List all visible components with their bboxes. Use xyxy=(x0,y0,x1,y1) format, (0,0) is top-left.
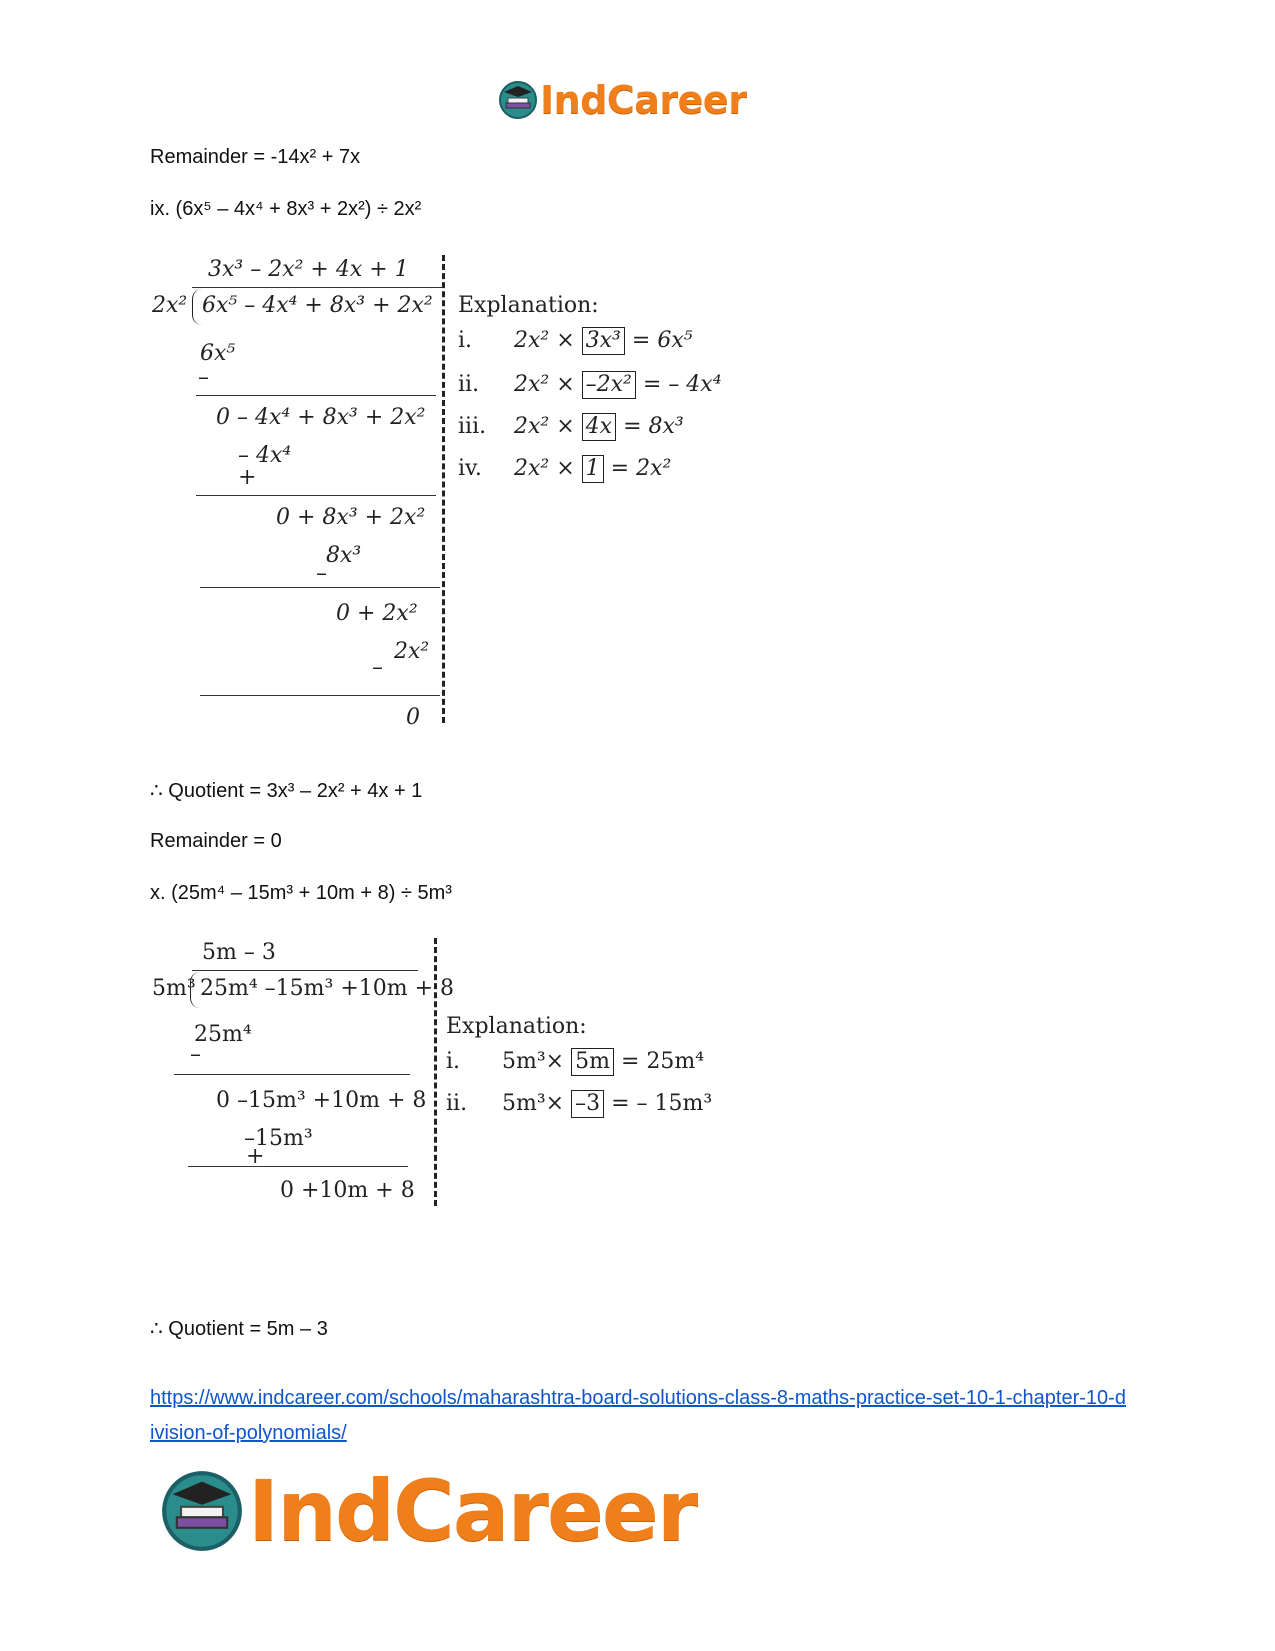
step-2-subtract: – 4x⁴ xyxy=(238,443,292,468)
dividend: 6x⁵ – 4x⁴ + 8x³ + 2x² xyxy=(202,293,433,318)
step-2-result: 0 + 8x³ + 2x² xyxy=(276,505,426,530)
quotient-ix: ∴ Quotient = 3x³ – 2x² + 4x + 1 xyxy=(150,780,423,802)
long-division-x xyxy=(150,938,750,1238)
step-1-rule xyxy=(196,395,436,396)
divider-line xyxy=(434,938,437,1206)
dividend: 25m⁴ –15m³ +10m + 8 xyxy=(200,976,455,1001)
quotient-x: ∴ Quotient = 5m – 3 xyxy=(150,1318,328,1340)
step-3-result: 0 + 2x² xyxy=(336,601,418,626)
step-2-rule xyxy=(188,1166,408,1167)
step-3-sign: – xyxy=(316,561,327,586)
step-1-result: 0 – 4x⁴ + 8x³ + 2x² xyxy=(216,405,426,430)
divisor: 5m³ xyxy=(152,976,196,1001)
explanation-title: Explanation: xyxy=(446,1014,587,1039)
step-2-rule xyxy=(196,495,436,496)
indcareer-logo-bottom xyxy=(160,1462,696,1560)
explanation-item: iii. 2x² × 4x = 8x³ xyxy=(458,414,684,439)
step-2-sign: + xyxy=(238,465,257,490)
long-division-ix xyxy=(150,255,750,755)
step-1-rule xyxy=(174,1074,410,1075)
quotient-line: 3x³ – 2x² + 4x + 1 xyxy=(208,257,409,282)
question-ix-title: ix. (6x⁵ – 4x⁴ + 8x³ + 2x²) ÷ 2x² xyxy=(150,198,422,220)
division-bar xyxy=(192,970,418,971)
step-4-rule xyxy=(200,695,440,696)
step-4-sign: – xyxy=(372,655,383,680)
step-3-rule xyxy=(200,587,440,588)
step-1-result: 0 –15m³ +10m + 8 xyxy=(216,1088,427,1113)
remainder-previous: Remainder = -14x² + 7x xyxy=(150,146,361,168)
step-4-subtract: 2x² xyxy=(394,639,430,664)
question-x-title: x. (25m⁴ – 15m³ + 10m + 8) ÷ 5m³ xyxy=(150,882,452,904)
indcareer-logo-top xyxy=(498,78,746,122)
explanation-item: ii. 5m³× –3 = – 15m³ xyxy=(446,1091,713,1116)
explanation-title: Explanation: xyxy=(458,293,599,318)
brand-wordmark: IndCareer xyxy=(248,1462,697,1560)
remainder-ix: Remainder = 0 xyxy=(150,830,282,852)
brand-wordmark: IndCareer xyxy=(540,78,747,122)
step-1-subtract: 25m⁴ xyxy=(194,1022,252,1047)
source-link[interactable]: https://www.indcareer.com/schools/maharashtra-board-solutions-class-8-maths-practice-set-10-1-chapter-10-division-of-polynomials/ xyxy=(150,1387,1126,1444)
step-1-sign: – xyxy=(190,1042,201,1067)
divisor: 2x² xyxy=(152,293,188,318)
explanation-item: ii. 2x² × –2x² = – 4x⁴ xyxy=(458,372,722,397)
step-3-subtract: 8x³ xyxy=(326,543,362,568)
graduation-books-globe-icon xyxy=(498,80,538,120)
explanation-item: i. 2x² × 3x³ = 6x⁵ xyxy=(458,328,693,353)
step-4-result: 0 xyxy=(406,705,420,730)
step-2-result: 0 +10m + 8 xyxy=(280,1178,415,1203)
graduation-books-globe-icon xyxy=(160,1469,244,1553)
division-bar xyxy=(192,287,442,288)
step-1-subtract: 6x⁵ xyxy=(200,341,236,366)
quotient-line: 5m – 3 xyxy=(202,940,276,965)
explanation-item: i. 5m³× 5m = 25m⁴ xyxy=(446,1049,705,1074)
step-2-subtract: –15m³ xyxy=(244,1126,313,1151)
explanation-item: iv. 2x² × 1 = 2x² xyxy=(458,456,672,481)
divider-line xyxy=(442,255,445,723)
step-1-sign: – xyxy=(198,365,209,390)
step-2-sign: + xyxy=(246,1144,265,1169)
